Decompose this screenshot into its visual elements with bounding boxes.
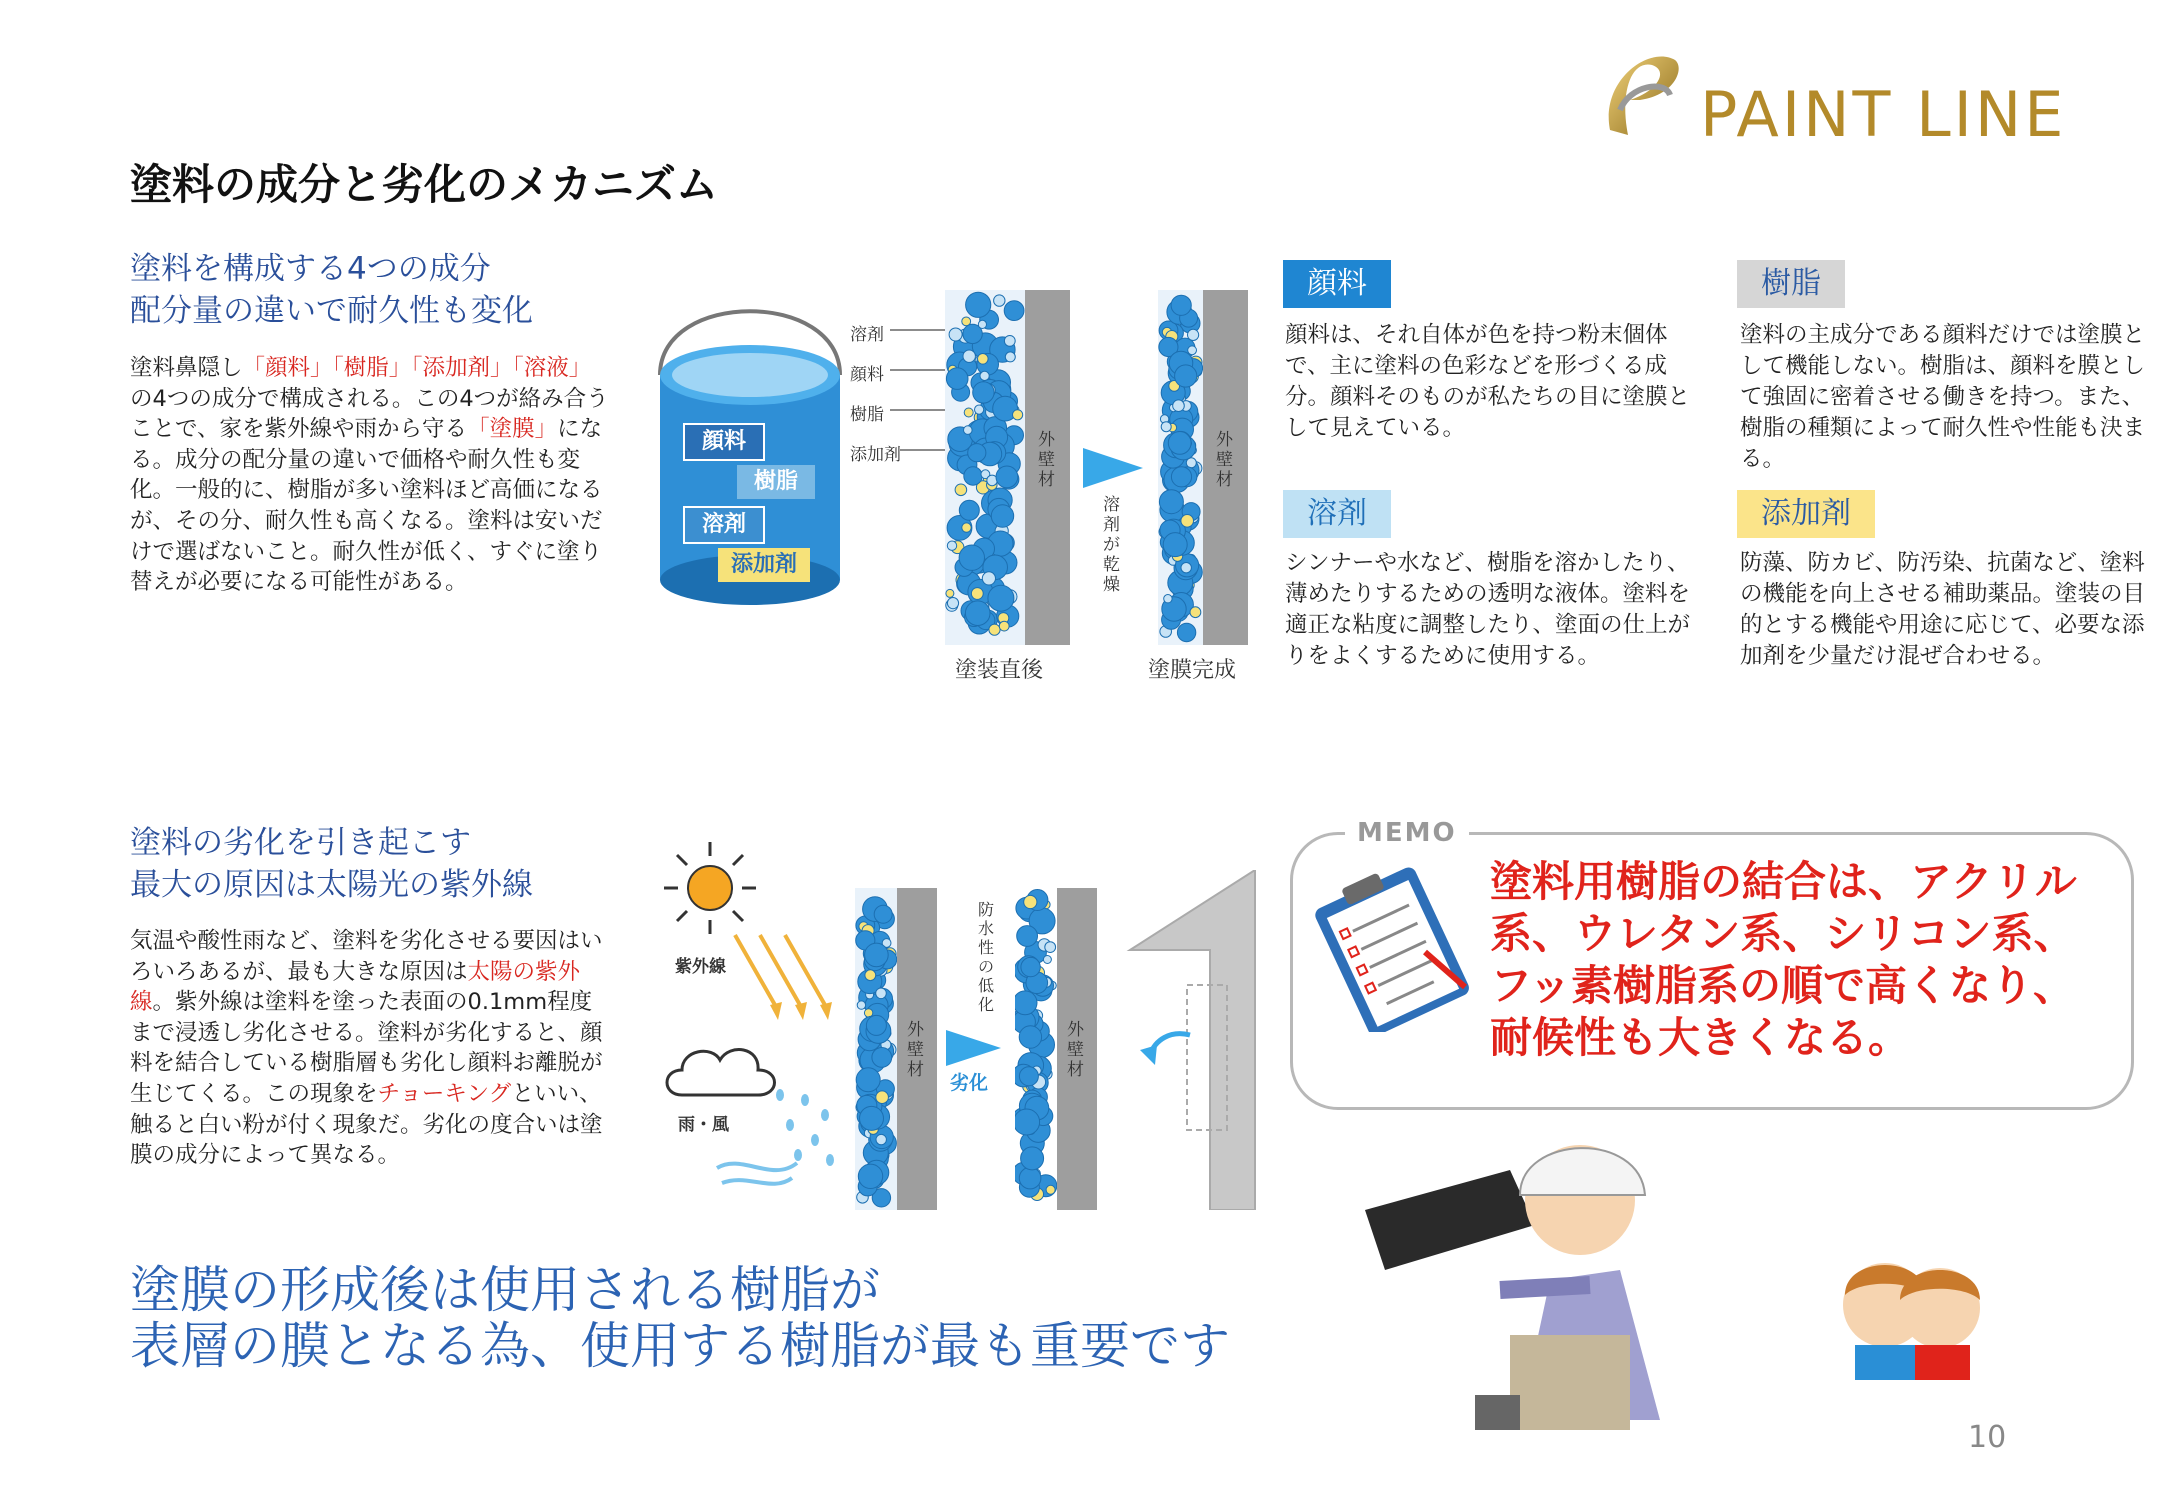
body-part: 。紫外線は塗料を塗った表面の0.1mm程度まで浸透し劣化させる。塗料が劣化すると、顔料を結合している樹脂層も劣化し顔料お離脱が生じてくる。この現象を — [130, 989, 603, 1107]
particle — [1163, 533, 1187, 557]
particle — [1043, 956, 1051, 964]
particle — [1181, 563, 1191, 573]
particle — [959, 545, 984, 570]
particles-before — [945, 290, 1025, 645]
particle — [1024, 895, 1037, 908]
degrade-label: 劣化 — [950, 1072, 989, 1094]
section2-heading-line2: 最大の原因は太陽光の紫外線 — [130, 867, 533, 903]
body-part-red: チョーキング — [377, 1080, 512, 1107]
particle — [978, 320, 986, 328]
particle — [947, 598, 958, 609]
paint-bucket-illustration — [655, 280, 845, 610]
cloud-icon — [662, 1035, 782, 1105]
wall-structure-illustration — [1115, 870, 1265, 1210]
particle — [1019, 1167, 1041, 1189]
desc-pigment: 顔料は、それ自体が色を持つ粉末個体で、主に塗料の色彩などを形づくる成分。顔料そのものが私たちの目に塗膜として見えている。 — [1285, 322, 1691, 441]
bucket-label-solvent: 溶剤 — [683, 506, 765, 544]
particle — [1005, 352, 1015, 362]
coating-layer-after — [1158, 290, 1203, 645]
particle — [973, 382, 994, 403]
particle — [1015, 1109, 1040, 1135]
particle — [1188, 329, 1199, 340]
particle — [1015, 991, 1037, 1015]
section2-body — [130, 926, 610, 1171]
particle — [1175, 365, 1197, 387]
particle — [962, 523, 971, 532]
bucket-label-resin: 樹脂 — [737, 465, 815, 499]
painter-worker-illustration — [1360, 1120, 1690, 1430]
conclusion-line2: 表層の膜となる為、使用する樹脂が最も重要です — [130, 1317, 1230, 1375]
particle — [1177, 623, 1195, 641]
degrade-arrow-icon — [946, 1030, 1001, 1066]
particle — [1164, 595, 1172, 603]
particle — [858, 1164, 882, 1188]
particle — [996, 466, 1018, 488]
particle — [1188, 346, 1197, 355]
body-part-red: 「塗膜」 — [467, 416, 558, 443]
particle — [1013, 410, 1023, 420]
body-part: 塗料鼻隠し — [130, 355, 243, 381]
arrow-label: 溶剤が乾燥 — [1103, 495, 1120, 595]
particle — [1045, 942, 1056, 953]
coating-layer-degraded — [1015, 888, 1057, 1210]
wind-icon — [712, 1148, 802, 1198]
memo-label: MEMO — [1345, 818, 1469, 848]
particle — [1161, 422, 1171, 432]
wall-label-fresh: 外壁材 — [907, 1020, 924, 1080]
caption-after: 塗膜完成 — [1148, 658, 1237, 683]
particle — [857, 1001, 865, 1009]
layer-label-additive: 添加剤 — [850, 445, 901, 465]
waterproof-label: 防水性の低化 — [978, 900, 995, 1014]
particle — [1046, 1185, 1055, 1194]
particle — [955, 484, 967, 496]
desc-resin: 塗料の主成分である顔料だけでは塗膜として機能しない。樹脂は、顔料を膜として強固に密着させる働きを持つ。また、樹脂の種類によって耐久性や性能も決まる。 — [1740, 322, 2146, 472]
particle — [876, 1091, 889, 1104]
particle — [1004, 336, 1015, 347]
particle — [971, 588, 983, 600]
bucket-label-pigment: 顔料 — [683, 423, 765, 461]
particles-fresh — [855, 888, 897, 1210]
particle — [982, 572, 995, 585]
tag-resin: 樹脂 — [1737, 260, 1845, 308]
body-part-red: 太陽の紫外線 — [130, 958, 581, 1016]
conclusion — [130, 1262, 1230, 1374]
wall-label-after: 外壁材 — [1216, 430, 1233, 490]
body-part: といい、触ると白い粉が付く現象だ。劣化の度合いは塗膜の成分によって異なる。 — [130, 1080, 603, 1169]
particle — [876, 1134, 886, 1144]
particle — [968, 444, 986, 462]
layer-label-solvent: 溶剤 — [850, 325, 884, 345]
particle — [966, 292, 991, 317]
dry-arrow-icon — [1083, 448, 1143, 488]
body-part: 気温や酸性雨など、塗料を劣化させる要因はいろいろあるが、最も大きな原因は — [130, 928, 603, 985]
particle — [959, 500, 979, 520]
particle — [860, 1106, 884, 1130]
particle — [946, 589, 954, 597]
particle — [980, 371, 989, 380]
particle — [964, 426, 973, 435]
particle — [874, 905, 892, 923]
particle — [1171, 467, 1191, 487]
particle — [965, 601, 990, 626]
body-part: になる。成分の配分量の違いで価格や耐久性も変化。一般的に、樹脂が多い塗料ほど高価になるが、その分、耐久性も高くなる。塗料は安いだけで選ばないこと。耐久性が低く、すぐに塗り替えが必要になる可能性がある。 — [130, 416, 603, 596]
section1-heading-line2: 配分量の違いで耐久性も変化 — [130, 293, 533, 329]
particle — [1173, 400, 1185, 412]
particle — [1021, 1147, 1044, 1170]
rain-label: 雨・風 — [678, 1115, 729, 1135]
particle — [865, 970, 876, 981]
particle — [988, 585, 1014, 611]
particle — [999, 621, 1009, 631]
memo-text: 塗料用樹脂の結合は、アクリル系、ウレタン系、シリコン系、フッ素樹脂系の順で高くなり、耐候性も大きくなる。 — [1490, 857, 2077, 1062]
particle — [872, 1048, 892, 1068]
particle — [978, 354, 989, 365]
section1-heading-line1: 塗料を構成する4つの成分 — [130, 251, 491, 287]
particle — [964, 408, 973, 417]
particle — [1004, 301, 1024, 321]
particle — [1019, 1067, 1038, 1086]
bucket-label-additive: 添加剤 — [718, 548, 810, 582]
wall-label-degraded: 外壁材 — [1067, 1020, 1084, 1080]
particle — [1171, 295, 1191, 315]
logo-text: PAINT LINE — [1700, 78, 2067, 151]
clipboard-icon — [1305, 862, 1475, 1032]
uv-rays-icon — [730, 930, 840, 1040]
particle — [1190, 607, 1201, 618]
particle — [1021, 957, 1040, 976]
particle — [1017, 926, 1038, 947]
section1-body — [130, 353, 610, 598]
particle — [963, 350, 975, 362]
particle — [994, 295, 1005, 306]
coating-layer-before — [945, 290, 1025, 645]
section2-heading-line1: 塗料の劣化を引き起こす — [130, 825, 471, 861]
caption-before: 塗装直後 — [955, 658, 1044, 683]
particle — [991, 505, 1013, 527]
body-part-red: 「顔料」「樹脂」「添加剤」「溶液」 — [242, 355, 592, 381]
particle — [946, 368, 968, 390]
coating-layer-fresh — [855, 888, 897, 1210]
particle — [1168, 432, 1191, 455]
logo-mark-icon — [1590, 40, 1690, 150]
desc-solvent: シンナーや水など、樹脂を溶かしたり、薄めたりするための透明な液体。塗料を適正な粘度に調整したり、塗面の仕上がりをよくするために使用する。 — [1285, 550, 1691, 669]
layer-label-pigment: 顔料 — [850, 365, 884, 385]
particle — [949, 328, 962, 341]
particle — [856, 1068, 880, 1092]
particles-degraded — [1015, 888, 1057, 1210]
children-illustration — [1840, 1240, 1990, 1380]
particle — [1159, 490, 1183, 514]
particles-after — [1158, 290, 1203, 645]
layer-label-resin: 樹脂 — [850, 405, 884, 425]
conclusion-line1: 塗膜の形成後は使用される樹脂が — [130, 1261, 880, 1319]
desc-additive: 防藻、防カビ、防汚染、抗菌など、塗料の機能を向上させる補助薬品。塗装の目的とする機能や用途に応じて、必要な添加剤を少量だけ混ぜ合わせる。 — [1740, 550, 2146, 669]
particle — [866, 1015, 886, 1035]
particle — [989, 624, 1000, 635]
particle — [947, 541, 956, 550]
wall-label-before: 外壁材 — [1038, 430, 1055, 490]
particle — [1019, 1026, 1041, 1048]
section1-heading — [130, 248, 650, 332]
particle — [865, 943, 889, 967]
sun-icon — [660, 838, 760, 938]
page-title: 塗料の成分と劣化のメカニズム — [130, 160, 719, 209]
tag-solvent: 溶剤 — [1283, 490, 1391, 538]
tag-additive: 添加剤 — [1737, 490, 1875, 538]
section2-heading — [130, 822, 650, 906]
particle — [964, 467, 982, 485]
particle — [876, 988, 887, 999]
particle — [975, 405, 984, 414]
page-number: 10 — [1968, 1420, 2007, 1455]
tag-pigment: 顔料 — [1283, 260, 1391, 308]
particle — [1181, 515, 1194, 528]
uv-label: 紫外線 — [675, 957, 726, 977]
body-part: の4つの成分で構成される。この4つが絡み合うことで、家を紫外線や雨から守る — [130, 385, 609, 443]
